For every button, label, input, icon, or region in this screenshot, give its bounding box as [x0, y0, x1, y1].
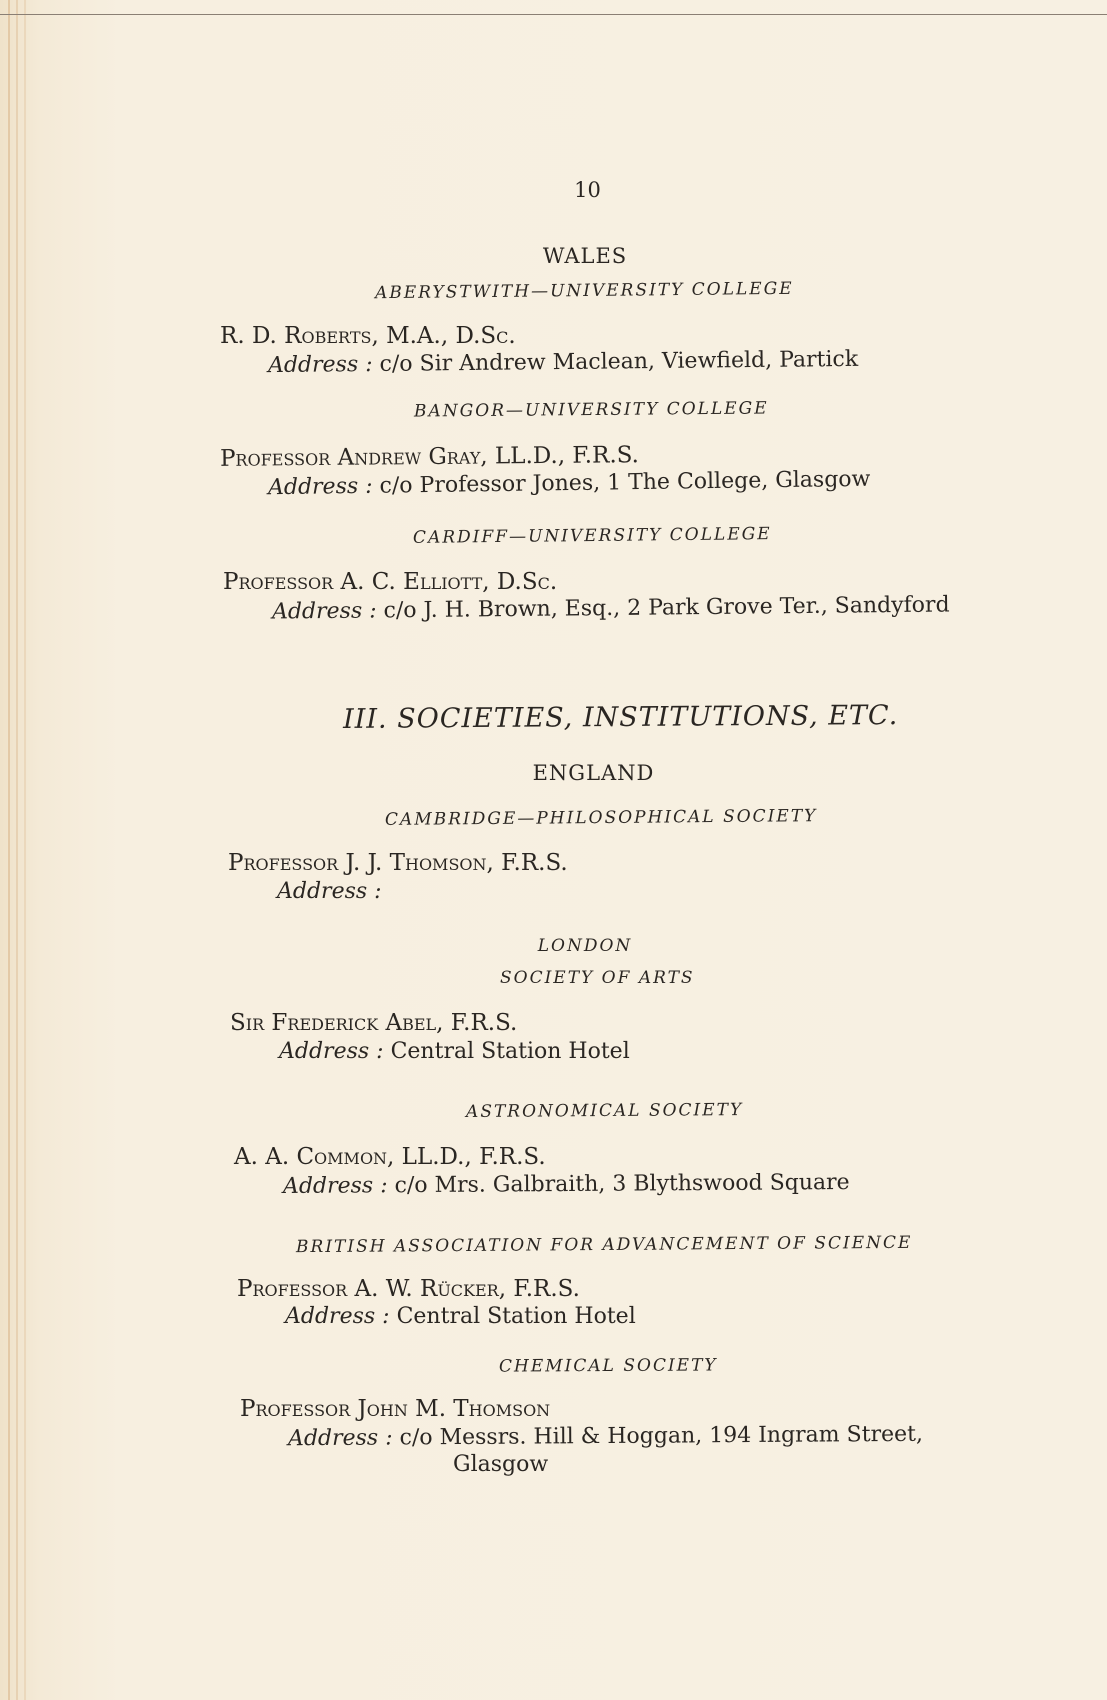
country-heading-england: ENGLAND — [532, 761, 655, 785]
member-name: A. A. Common, LL.D., F.R.S. — [234, 1144, 546, 1170]
member-address: Address : c/o Sir Andrew Maclean, Viewfield, Partick — [267, 346, 859, 379]
top-edge-line — [0, 14, 1107, 15]
member-address: Address : — [277, 879, 382, 904]
country-heading-wales: WALES — [542, 244, 628, 268]
institution-cambridge: CAMBRIDGE—PHILOSOPHICAL SOCIETY — [384, 806, 818, 830]
institution-astronomical: ASTRONOMICAL SOCIETY — [465, 1100, 744, 1122]
member-name: Professor Andrew Gray, LL.D., F.R.S. — [219, 442, 640, 472]
city-heading-london: LONDON — [537, 936, 633, 956]
member-name: Sir Frederick Abel, F.R.S. — [230, 1010, 518, 1036]
member-name: Professor A. C. Elliott, D.Sc. — [223, 569, 558, 595]
institution-aberystwith: ABERYSTWITH—UNIVERSITY COLLEGE — [374, 278, 794, 304]
member-address-continued: Glasgow — [453, 1452, 549, 1477]
institution-chemical: CHEMICAL SOCIETY — [498, 1355, 718, 1377]
member-name: R. D. Roberts, M.A., D.Sc. — [220, 323, 516, 349]
page-number: 10 — [574, 178, 601, 202]
institution-cardiff: CARDIFF—UNIVERSITY COLLEGE — [412, 524, 772, 548]
institution-society-of-arts: SOCIETY OF ARTS — [500, 968, 695, 988]
member-address: Address : Central Station Hotel — [279, 1039, 630, 1064]
member-address: Address : c/o Professor Jones, 1 The College, Glasgow — [267, 466, 871, 501]
member-address: Address : Central Station Hotel — [285, 1304, 636, 1329]
member-name: Professor A. W. Rücker, F.R.S. — [237, 1276, 580, 1302]
member-address: Address : c/o Mrs. Galbraith, 3 Blythswood Square — [282, 1170, 850, 1199]
member-name: Professor John M. Thomson — [240, 1396, 551, 1422]
institution-british-association: BRITISH ASSOCIATION FOR ADVANCEMENT OF SCIENCE — [295, 1232, 913, 1258]
institution-bangor: BANGOR—UNIVERSITY COLLEGE — [413, 398, 769, 422]
member-address: Address : c/o Messrs. Hill & Hoggan, 194 Ingram Street, — [287, 1421, 924, 1452]
section-title: III. SOCIETIES, INSTITUTIONS, ETC. — [342, 700, 899, 735]
member-address: Address : c/o J. H. Brown, Esq., 2 Park Grove Ter., Sandyford — [271, 592, 950, 625]
member-name: Professor J. J. Thomson, F.R.S. — [228, 850, 568, 876]
